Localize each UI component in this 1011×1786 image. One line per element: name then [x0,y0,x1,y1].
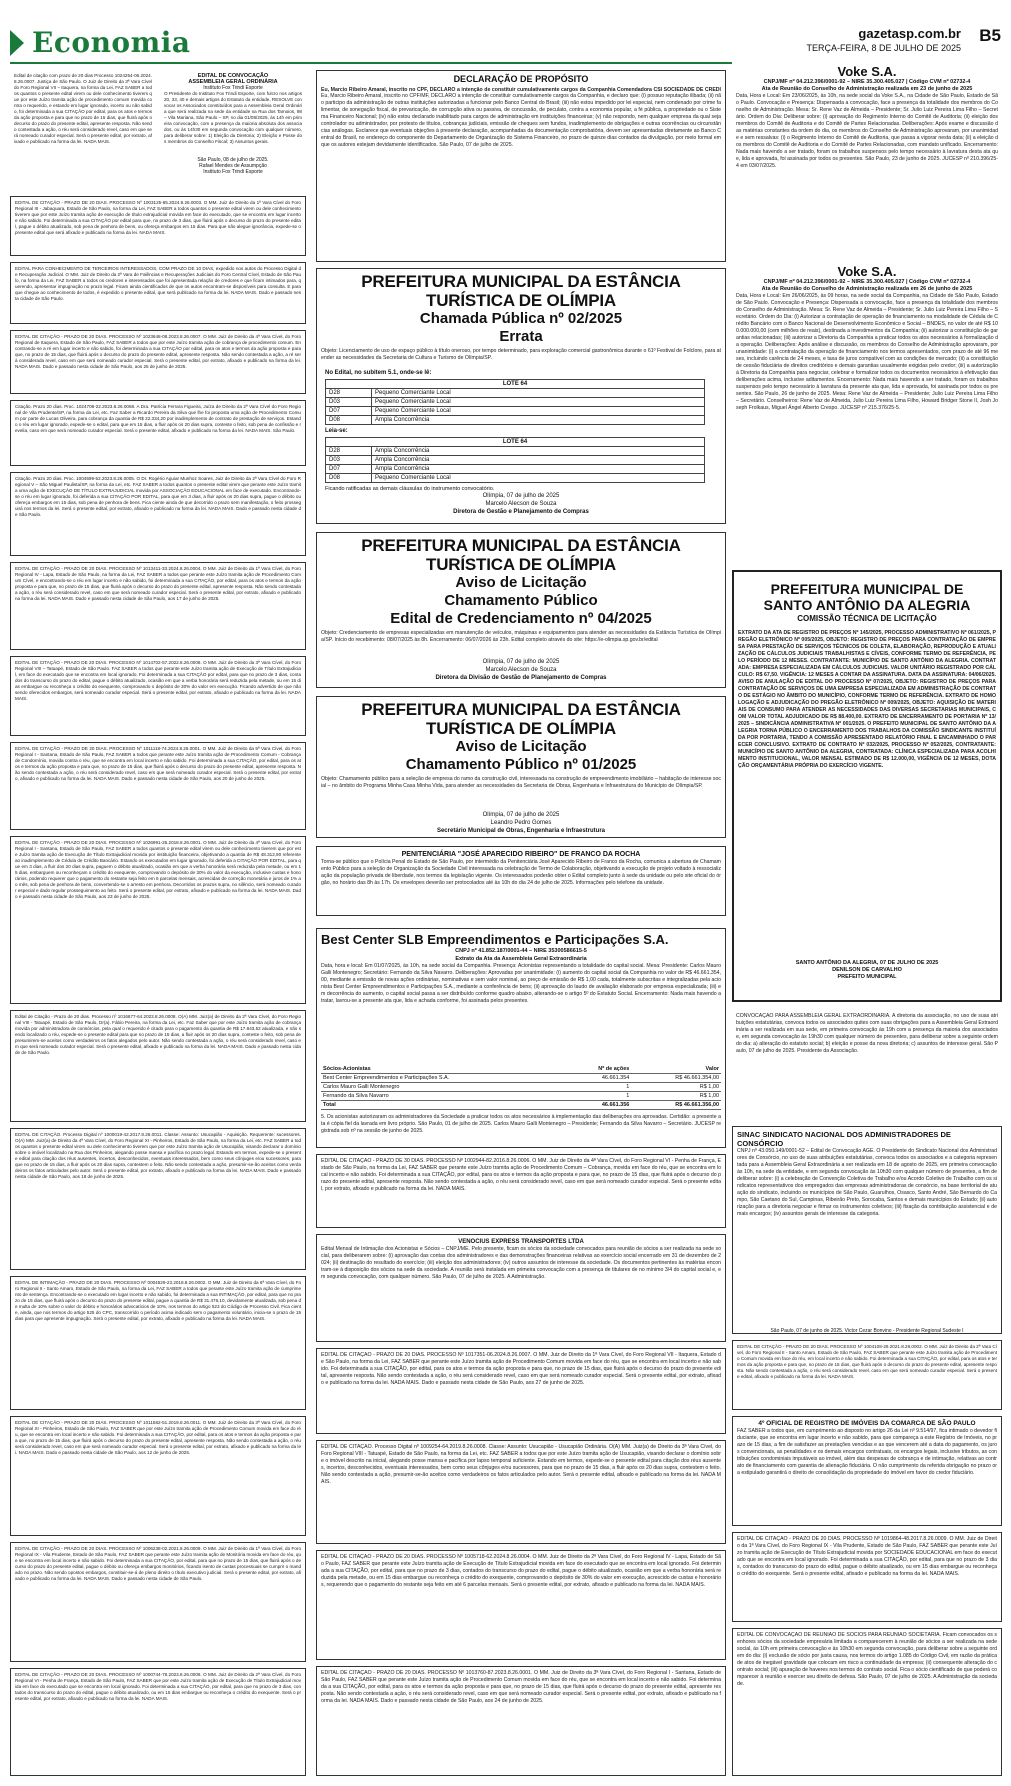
notice-top-left [10,70,156,188]
site-name[interactable]: gazetasp.com.br [858,26,961,41]
lots-table-before [325,379,705,425]
sinac-signoff: São Paulo, 07 de junho de 2025. Victor Cezar Bonvino - Presidente Regional Sudeste I [770,1328,964,1334]
olimpia-credentialing-notice [316,532,726,688]
citation-notice-14 [10,1542,306,1662]
citation-notice-12 [10,1276,306,1410]
table-header: Sócios-Acionistas Nº de ações Valor [323,1066,719,1072]
best-center-subtitle: Extrato da Ata da Assembleia Geral Extraordinária [455,956,587,962]
voke-subtitle: Ata de Reunião do Conselho de Administração realizada em 23 de junho de 2025 [761,86,973,92]
citation-notice-9 [10,836,306,1004]
best-center-body: Data, hora e local: Em 01/07/2025, às 10h, na sede social da Companhia. Presença: Acionistas representando a totalidade do capital social. Mesa: Presidente: Carlos Mauro Galli Montenegro; Secretário: Fernando da Silva Navarro. Deliberações: Aprovadas por unanimidade: (i) aumento do capital social da Companhia no valor de R$ 46.661.354,00, mediante a emissão de novas ações ordinárias, nominativas e sem valor nominal, ao preço de emissão de R$ 1,00 cada, totalmente subscritas e integralizadas pela acionista Best Center Empreendimentos e Participações S.A., mediante a conferência de bens; (ii) aprovação do laudo de avaliação elaborado por empresa especializada; (iii) em decorrência do aumento, o capital social passa a ser distribuído conforme quadro abaixo, alterando-se o artigo 5º do Estatuto Social. Encerramento: Nada mais havendo a tratar, lavrou-se a presente ata que, lida e achada conforme, foi assinada pelos presentes. [321,963,721,1004]
best-center-closing: 5. Os acionistas autorizaram os administradores da Sociedade a praticar todos os atos necessários à implementação das deliberações ora aprovadas. Certidão: a presente ata é cópia fiel da lavrada em livro próprio. São Paulo, 01 de julho de 2025. Carlos Mauro Galli Montenegro – Presidente; Fernando da Silva Navarro – Secretário. JUCESP registrada sob nº na sessão de junho de 2025. [321,1114,721,1134]
lot-header: LOTE 64 [326,438,705,447]
voke-subtitle: Ata de Reunião do Conselho de Administração realizada em 26 de junho de 2025 [761,286,973,292]
sa-title-3: COMISSÃO TÉCNICA DE LICITAÇÃO [797,614,937,623]
olimpia3-title-1: PREFEITURA MUNICIPAL DA ESTÂNCIA [361,700,681,719]
citation-notice-5 [10,472,306,556]
assembly-call-notice [732,1010,1002,1120]
penitentiary-notice [316,846,726,916]
table-row: D03 Ampla Concorrência [326,456,705,465]
sa-title-2: SANTO ANTÔNIO DA ALEGRIA [763,597,971,613]
olimpia2-signer: Marcelo Alecson de Souza [485,667,557,673]
declaration-body: Eu, Marcio Ribeiro Amaral, inscrito no CPF/MF, DECLARO a intenção de constituir cumulativamente cargos da Companhia, e declaro que: (i) possuo reputação ilibada; (ii) não participo da administração de outras instituições autorizadas a funcionar pelo Banco Central do Brasil; (iii) não estou impedido por lei especial, nem condenado por crime falimentar, de sonegação fiscal, de prevaricação, de corrupção ativa ou passiva, de concussão, de peculato, contra a economia popular, a fé pública, a propriedade ou o Sistema Financeiro Nacional; (iv) não estou declarado inabilitado para cargos de administração em instituições financeiras; (v) não respondo, nem qualquer empresa da qual seja controlador ou administrador, por protesto de títulos, cobranças judiciais, emissão de cheques sem fundos, inadimplemento de obrigações e outras ocorrências ou circunstâncias análogas. Esclarece que eventuais objeções à presente declaração, acompanhadas da documentação comprobatória, devem ser apresentadas diretamente ao Banco Central do Brasil, no endereço do componente do Departamento de Organização do Sistema Financeiro, no prazo de quinze dias contados da divulgação, por meio formal em que os autores estejam devidamente identificados. São Paulo, 07 de julho de 2025. [321,93,721,148]
sa-role: PREFEITO MUNICIPAL [837,974,897,980]
citation-notice-r2 [732,1532,1002,1622]
olimpia2-date: Olímpia, 07 de julho de 2025 [482,659,560,665]
olimpia-public-call-notice [316,696,726,838]
transport-title: VENOCIUS EXPRESS TRANSPORTES LTDA [458,1239,584,1245]
olimpia-role: Diretora de Gestão e Planejamento de Compras [453,509,589,515]
page-header [10,24,1001,64]
table-row: Fernando da Silva Navarro 1 R$ 1,00 [323,1093,719,1099]
citation-notice-r3 [732,1628,1002,1776]
olimpia-call-number: Chamada Pública nº 02/2025 [419,310,623,327]
convocation-body: O Presidente do Instituto Fox Trindi Esporte, com fulcro nos artigos 20, 33, 40 e demais artigos do Estatuto da entidade, RESOLVE convocar os Associados constituídos para a Assembleia Geral Ordinária que será realizada na sede da entidade na Rua dos Tamoios, 98 – Vila Mariana, São Paulo – SP, no dia 01/08/2025, às 14h em primeira convocação, com a presença da maioria absoluta dos associados, ou às 14h30 em segunda convocação com qualquer número, para deliberar sobre: 1) Eleição da Diretoria; 2) Eleição e Posse dos membros do Conselho Fiscal; 3) Assuntos gerais. [164,91,302,144]
penitentiary-title: PENITENCIÁRIA "JOSÉ APARECIDO RIBEIRO" DE FRANCO DA ROCHA [401,851,641,858]
olimpia2-role: Diretora da Divisão de Gestão de Planejamento de Compras [435,675,607,681]
olimpia2-notice: Aviso de Licitação [455,574,587,591]
citation-text: EDITAL DE CITAÇÃO. Processo Digital nº 1009254-64.2019.8.26.0008. Classe: Assunto: Usucapião - Usucapião Ordinária. O(A) MM. Juiz(a) de Direito da 3ª Vara Cível, do Foro Regional VIII - Tatuapé, Estado de São Paulo, na forma da Lei, etc. FAZ SABER a todos que por este Juízo tramita ação de Usucapião, visando declarar o domínio sobre o imóvel descrito na inicial, alegando posse mansa e pacífica por lapso temporal suficiente. Estando em termos, expede-se o presente edital para citação dos réus ausentes, incertos, desconhecidos, eventuais interessados, bem como seus cônjuges e/ou sucessores, para que no prazo de 15 dias, a fluir após os 20 dias supra, contestem o feito. Não sendo contestada a ação, presumir-se-ão aceitos como verdadeiros os fatos articulados pelo autor. Será o presente edital, afixado e publicado na forma da lei. NADA MAIS. [321,1444,721,1485]
citation-notice-13 [10,1416,306,1536]
citation-notice-15 [10,1668,306,1776]
olimpia3-notice: Aviso de Licitação [455,738,587,755]
voke-minutes-1 [732,62,1002,254]
sinac-notice [732,1126,1002,1334]
voke-minutes-2 [732,262,1002,562]
citation-notice-6 [10,562,306,650]
section-arrow-icon [10,30,24,56]
page-number: B5 [979,26,1001,45]
santo-antonio-notice [732,570,1002,1002]
citation-text: EDITAL DE CITAÇÃO - PRAZO DE 20 DIAS. PROCESSO Nº 1013760-87.2023.8.26.0001. O MM. Juiz de Direito da 3ª Vara Cível, do Foro Regional I - Santana, Estado de São Paulo, FAZ SABER que perante este Juízo tramita ação de Procedimento Comum movida em face do réu, que se encontra em local incerto e não sabido. Foi determinada a sua CITAÇÃO, por edital, para os atos e termos da ação proposta e para que, no prazo de 15 dias, que fluirá após o decurso do prazo do presente edital, apresente resposta. Não sendo contestada a ação, o réu será considerado revel, caso em que será nomeado curador especial. Será o presente edital, por extrato, afixado e publicado na forma da lei. NADA MAIS. Dado e passado nesta cidade de São Paulo, aos 24 de junho de 2025. [321,1670,721,1704]
lots-table-after [325,437,705,483]
citation-text: EDITAL DE CITAÇÃO - PRAZO DE 20 DIAS. PROCESSO Nº 1004108-29.2021.8.26.0002. O MM. Juiz de Direito da 2ª Vara Cível, do Foro Regional II - Santo Amaro, Estado de São Paulo, FAZ SABER que perante este Juízo tramita ação de Procedimento Comum movida em face do réu, em local incerto e não sabido. Foi determinada a sua CITAÇÃO, por edital, para os atos e termos da ação proposta e para que, no prazo de 15 dias, que fluirá após o decurso do prazo do presente edital, apresente resposta. Não sendo contestada a ação, o réu será considerado revel, caso em que será nomeado curador especial. Será o presente edital, afixado e publicado na forma da lei. NADA MAIS. [737,1344,997,1379]
table-row: D08 Ampla Concorrência [326,416,705,425]
citation-text: EDITAL DE CITAÇÃO. Processo Digital nº 1000019-42.2017.8.26.0011. Classe: Assunto: Usucapião - Aquisição. Requerente: sucessores. O(A) MM. Juiz(a) de Direito da 4ª Vara Cível, do Foro Regional XI - Pinheiros, Estado de São Paulo, na forma da Lei, etc. FAZ SABER a todos quantos o presente edital virem ou dele conhecimento tiverem que por este Juízo tramita ação de Usucapião, visando declarar o domínio sobre o imóvel localizado na Rua dos Pinheiros, alegando posse mansa e pacífica no prazo legal. Estando em termos, expede-se o presente edital para citação dos réus ausentes, incertos, desconhecidos, eventuais interessados, bem como seus cônjuges e/ou sucessores, para que no prazo de 15 dias, a fluir após os 20 dias supra, contestem o feito. Não sendo contestada a ação, presumir-se-ão aceitos como verdadeiros os fatos articulados pelo autor. Será o presente edital, por extrato, afixado e publicado na forma da lei. NADA MAIS. Dado e passado nesta cidade de São Paulo, aos 18 de junho de 2025. [15,1132,301,1179]
sinac-title: SINAC SINDICATO NACIONAL DOS ADMINISTRADORES DE CONSÓRCIO [737,1130,951,1148]
sa-body: EXTRATO DA ATA DE REGISTRO DE PREÇOS Nº 145/2025, PROCESSO ADMINISTRATIVO Nº 061/2025, PREGÃO ELETRÔNICO Nº 005/2025, OBJETO: REGISTRO DE PREÇOS PARA CONTRATAÇÃO DE EMPRESA PARA PRESTAÇÃO DE SERVIÇOS TÉCNICOS DE COLETA, ELABORAÇÃO, REPRODUÇÃO E ATUALIZAÇÃO DE CÁLCULOS JUDICIAIS TRABALHISTAS E CÍVEIS, CONFORME TERMO DE REFERÊNCIA, PELO PERÍODO DE 12 MESES. CONTRATANTE: MUNICÍPIO DE SANTO ANTÔNIO DA ALEGRIA. CONTRATADA: EMPRESA ESPECIALIZADA EM CÁLCULOS JUDICIAIS. VALOR UNITÁRIO REGISTRADO POR CÁLCULO: R$ 67,50. VIGÊNCIA: 12 MESES A CONTAR DA ASSINATURA. DATA DA ASSINATURA: 04/06/2025. AVISO DE ANULAÇÃO DE EDITAL DO PROCESSO Nº 07/2025, OBJETO: REGISTRO DE PREÇOS PARA CONTRATAÇÃO DE SERVIÇOS DE UMA EMPRESA ESPECIALIZADA EM ADMINISTRAÇÃO DE CONTRATO DE ESTÁGIO NO ÂMBITO DO MUNICÍPIO, CONFORME TERMO DE REFERÊNCIA. EXTRATO DE HOMOLOGAÇÃO E ADJUDICAÇÃO DO PREGÃO ELETRÔNICO Nº 009/2025, OBJETO: AQUISIÇÃO DE MATERIAIS DE CONSUMO PARA ATENDER AS NECESSIDADES DAS DIVERSAS SECRETARIAS MUNICIPAIS, COM VALOR TOTAL ADJUDICADO DE R$ 88.400,00. EXTRATO DE ENCERRAMENTO DE PORTARIA Nº 13/2025 – SINDICÂNCIA ADMINISTRATIVA Nº 001/2025. O PREFEITO MUNICIPAL DE SANTO ANTÔNIO DA ALEGRIA TORNA PÚBLICO O ENCERRAMENTO DOS TRABALHOS DA COMISSÃO SINDICANTE INSTITUÍDA POR PORTARIA, TENDO A COMISSÃO APRESENTADO RELATÓRIO FINAL E ENCAMINHADO O PARECER CONCLUSIVO. EXTRATO DE CONTRATO Nº 032/2025, PROCESSO Nº 052/2025, CONTRATANTE: MUNICÍPIO DE SANTO ANTÔNIO DA ALEGRIA, CONTRATADA: CLÍNICA ESPECIALIZADA PARA ACOLHIMENTO INSTITUCIONAL, VALOR MENSAL ESTIMADO DE R$ 12.000,00, VIGÊNCIA DE 12 MESES, DOTAÇÃO ORÇAMENTÁRIA PRÓPRIA DO EXERCÍCIO VIGENTE. [738,630,996,769]
olimpia3-objeto: Objeto: Chamamento público para a seleção de empresa do ramo da construção civil, interessada na construção de empreendimento imobiliário – habitação de interesse social – no âmbito do Programa Minha Casa Minha Vida, para atender as necessidades da Secretaria de Obras, Engenharia e Infraestrutura do Município de Olímpia/SP. [321,776,721,789]
table-row: D28 Pequeno Comerciante Local [326,389,705,398]
citation-text: EDITAL PARA CONHECIMENTO DE TERCEIROS INTERESSADOS, COM PRAZO DE 10 DIAS, expedido nos autos do Processo Digital de Recuperação Judicial. O MM. Juiz de Direito da 2ª Vara de Falências e Recuperações Judiciais do Foro Central Cível, Estado de São Paulo, na forma da Lei, FAZ SABER a todos os credores e interessados que foi apresentada relação de credores e que ficam intimados para, querendo, apresentar impugnação no prazo legal. Ficam ainda cientificados de que os autos encontram-se disponíveis para consulta. E para que chegue ao conhecimento de todos, é expedido o presente edital, que será publicado na forma da lei. NADA MAIS. Dado e passado nesta cidade de São Paulo. [15,266,301,301]
shareholders-table [321,1065,721,1110]
citation-text: Citação. Prazo 20 dias. Proc. 1024708-22.2023.8.26.0068. A Dra. Patrícia Ferrara Figueira, Juíza de Direito da 2ª Vara Cível do Foro Regional de Vila Prudente/SP, na forma da Lei, etc. Faz Saber a Ricardo Pereira da Silva que lhe foi proposta uma ação de Procedimento Comum por parte de Lucas Oliveira, para cobrança da quantia de R$ 22.334,20 por inadimplemento de contrato de prestação de serviços. Estando o réu em lugar ignorado, expede-se o edital, para que em 15 dias, a fluir após os 20 dias supra, conteste o feito, sob pena de confissão e revelia, caso em que será nomeado curador especial. Será o presente edital, afixado e publicado na forma da lei. NADA MAIS. São Paulo. [15,404,301,433]
convocation-notice [160,70,306,188]
voke-body: Data, Hora e Local: Em 23/06/2025, às 10h, na sede social da Voke S.A., na Cidade de São Paulo, Estado de São Paulo. Convocação e Presença: Dispensada a convocação, face a presença da totalidade dos membros do Conselho de Administração. Mesa: Sr. Rene Vaz de Almeida – Presidente; Sr. Julio Luiz Pereira Lima Filho – Secretário. Ordem do Dia: Deliberar sobre: (i) aprovação do Regimento Interno do Comitê de Auditoria; (ii) eleição dos membros do Comitê de Auditoria e do Comitê de Partes Relacionadas. Deliberações: Após exame e discussão das matérias constantes da ordem do dia, os membros do Conselho de Administração aprovaram, por unanimidade e sem ressalvas: (i) o Regimento Interno do Comitê de Auditoria, que passa a vigorar nesta data; (ii) a eleição dos membros do Comitê de Auditoria e do Comitê de Partes Relacionadas, com mandato unificado. Encerramento: Nada mais havendo a ser tratado, foram os trabalhos suspensos pelo tempo necessário à lavratura desta ata que, lida e aprovada, foi assinada por todos os presentes. São Paulo, 23 de junho de 2025. JUCESP nº 210.396/25-4 em 03/07/2025. [736,93,998,169]
edition-date: TERÇA-FEIRA, 8 DE JULHO DE 2025 [806,43,961,53]
voke-body: Data, Hora e Local: Em 26/06/2025, às 09 horas, na sede social da Companhia, na Cidade de São Paulo, Estado de São Paulo. Convocação e Presença: Dispensada a convocação, face a presença da totalidade dos membros do Conselho de Administração. Mesa: Sr. Rene Vaz de Almeida – Presidente; Sr. Julio Luiz Pereira Lima Filho – Secretário. Ordem do Dia: (i) Autorizar a contratação de operação de financiamento na modalidade de Cédula de Crédito Bancário com o Banco Nacional de Desenvolvimento Econômico e Social – BNDES, no valor de até R$ 100.000.000,00 (cem milhões de reais), destinada a investimentos da Companhia; (ii) autorizar a constituição de garantias relacionadas; (iii) autorizar a Diretoria da Companhia a praticar todos os atos necessários à formalização da operação. Deliberações: Após análise e discussão, os membros do Conselho de Administração aprovaram, por unanimidade: (i) a contratação da operação de financiamento nos termos apresentados, com prazo de até 96 meses, incluindo carência de 24 meses, e taxa de juros compatível com as condições de mercado; (ii) a constituição de cessão fiduciária de direitos creditórios e demais garantias usualmente exigidas pelo credor; (iii) a autorização à Diretoria da Companhia para negociar, celebrar e formalizar todos os documentos necessários à efetivação das deliberações acima, inclusive aditamentos. Encerramento: Nada mais havendo a ser tratado, foram os trabalhos suspensos pelo tempo necessário à lavratura da presente ata que, lida e aprovada, foi assinada por todos os presentes. São Paulo, 26 de junho de 2025. Mesa: Rene Vaz de Almeida – Presidente; Julio Luiz Pereira Lima Filho – Secretário. Conselheiros: Rene Vaz de Almeida, Julio Luiz Pereira Lima Filho, Howard Bridger Stone II, Josh Joseph Frolkaus, Miguel Ángel Alberto Crespo. JUCESP nº 215.376/25-5. [736,293,998,411]
citation-notice-m4 [316,1550,726,1660]
olimpia-title-2: TURÍSTICA DE OLÍMPIA [426,291,616,310]
citation-notice-10 [10,1010,306,1122]
convocation-signoff: São Paulo, 08 de julho de 2025. [197,157,269,163]
sinac-body: CNPJ nº 43.050.149/0001-52 – Edital de Convocação AGE. O Presidente do Sindicato Nacional dos Administradores de Consórcio, no uso de suas atribuições estatutárias, convoca todos os associados e a categoria representada para a Assembleia Geral Extraordinária a ser realizada em 18 de agosto de 2025, em primeira convocação às 10h, na sede da entidade, e em segunda convocação às 10h30 com qualquer número de presentes, a fim de deliberar sobre: (i) a celebração de Convenção Coletiva de Trabalho e/ou Acordo Coletivo de Trabalho com os sindicatos representativos dos empregados das empresas administradoras de consórcio, na base territorial de atuação do sindicato, incluindo os municípios de São Paulo, Guarulhos, Osasco, Santo André, São Bernardo do Campo, São Caetano do Sul, Campinas, Ribeirão Preto, Sorocaba, Santos e demais municípios do Estado; (ii) autorização para a diretoria negociar e firmar os instrumentos coletivos; (iii) fixação da contribuição assistencial e demais encargos; (iv) assuntos gerais de interesse da categoria. [737,1148,997,1217]
olimpia-title-1: PREFEITURA MUNICIPAL DA ESTÂNCIA [361,272,681,291]
convocation-title: EDITAL DE CONVOCAÇÃO [197,73,269,79]
assembly-call-body: CONVOCAÇÃO PARA ASSEMBLEIA GERAL EXTRAORDINÁRIA. A diretoria da associação, no uso de suas atribuições estatutárias, convoca todos os associados quites com suas obrigações para a Assembleia Geral Extraordinária a ser realizada em sua sede, em primeira convocação às 19h com a presença da maioria dos associados e, em segunda convocação às 19h30 com qualquer número de presentes, para deliberar sobre a seguinte ordem do dia: a) alteração do estatuto social; b) eleição e posse da nova diretoria; c) assuntos de interesse geral. São Paulo, 07 de julho de 2025. Presidente da Associação. [736,1013,998,1054]
voke-cnpj: CNPJ/MF nº 04.212.396/0001-92 – NIRE 35.300.405.027 | Código CVM nº 02732-4 [763,279,971,285]
citation-notice-1 [10,196,306,256]
transport-body: Edital Mensal de Intimação dos Acionistas e Sócios – CNPJ/ME. Pelo presente, ficam os sócios da sociedade convocados para reunião de sócios a ser realizada na sede social, para deliberarem sobre: (i) aprovação das contas dos administradores e das demonstrações financeiras relativas ao exercício social encerrado em 31 de dezembro de 2024; (ii) destinação do resultado do exercício; (iii) eleição dos administradores; (iv) outros assuntos de interesse da sociedade. Os documentos pertinentes às matérias encontram-se à disposição dos sócios na sede da sociedade. A reunião será instalada em primeira convocação com a presença de titulares de no mínimo 3/4 do capital social e, em segunda convocação, com qualquer número. São Paulo, 07 de julho de 2025. A Administração. [321,1246,721,1280]
citation-notice-m1 [316,1154,726,1228]
table-row: Best Center Empreendimentos e Participações S.A. 46.661.354 R$ 46.661.354,00 [323,1075,719,1081]
citation-notice-11 [10,1128,306,1270]
sa-signer: DENILSON DE CARVALHO [832,967,902,973]
olimpia-where: No Edital, no subitem 5.1, onde-se lê: [325,370,432,376]
citation-text: EDITAL DE CITAÇÃO - PRAZO DE 20 DIAS. PROCESSO Nº 1026991-26.2018.8.26.0001. O MM. Juiz de Direito da 4ª Vara Cível, do Foro Regional I - Santana, Estado de São Paulo, FAZ SABER a todos quantos o presente edital virem ou dele conhecimento tiverem que por este Juízo tramita ação de Execução de Título Extrajudicial movida por instituição financeira, objetivando a quantia de R$ 48.312,90 referente ao inadimplemento de Cédula de Crédito Bancário. Estando os executados em lugar ignorado, foi deferida a CITAÇÃO POR EDITAL, para que em 3 dias, a fluir dos 20 dias supra, paguem o débito atualizado, ocasião em que a verba honorária será reduzida pela metade, ou em 15 dias, embarguem ou reconheçam o crédito do exequente, comprovando o depósito de 30% do valor da execução, inclusive custas e honorários, podendo requerer que o pagamento do restante seja feito em 6 parcelas mensais, acrescidas de correção monetária e juros de 1% ao mês, sob pena de penhora de bens, convertendo-se o arresto em penhora. Decorridos os prazos supra, no silêncio, será nomeado curador especial e dado regular prosseguimento ao feito. Será o presente edital, por extrato, afixado e publicado na forma da lei. NADA MAIS. Dado e passado nesta cidade de São Paulo, aos 23 de junho de 2025. [15,840,301,899]
voke-cnpj: CNPJ/MF nº 04.212.396/0001-92 – NIRE 35.300.405.027 | Código CVM nº 02732-4 [763,79,971,85]
section-title: Economia [32,26,191,59]
citation-text: EDITAL DE CITAÇÃO - PRAZO DE 20 DIAS. PROCESSO Nº 1006238-02.2021.8.26.0009. O MM. Juiz de Direito da 1ª Vara Cível, do Foro Regional IX - Vila Prudente, Estado de São Paulo, FAZ SABER que perante este Juízo tramita ação de Monitória movida em face do réu, que se encontra em local incerto e não sabido. Foi determinada a sua CITAÇÃO, por edital, para que no prazo de 15 dias, que fluirá após o decurso do prazo do presente edital, pague o débito ou ofereça embargos monitórios, ficando isento de custas processuais se cumprir o mandado no prazo. Não sendo opostos embargos, constituir-se-á de pleno direito o título executivo judicial. Será o presente edital, por extrato, afixado e publicado na forma da lei. NADA MAIS. Dado e passado nesta cidade de São Paulo. [15,1546,301,1581]
olimpia-signer: Marcelo Alecson de Souza [485,501,557,507]
citation-text: EDITAL DE CITAÇÃO - PRAZO DE 20 DIAS. PROCESSO Nº 1011118-74.2024.8.26.0001. O MM. Juiz de Direito da 5ª Vara Cível, do Foro Regional I - Santana, Estado de São Paulo, FAZ SABER a todos que perante este Juízo tramita ação de Procedimento Comum - Cobrança de Condomínio, movida contra o réu, que se encontra em local incerto e não sabido. Foi determinada a sua CITAÇÃO, por edital, para os atos e termos da ação proposta e para que, no prazo de 15 dias, que fluirá após o decurso do prazo do presente edital, apresente resposta. Não sendo contestada a ação, o réu será considerado revel, caso em que será nomeado curador especial. Será o presente edital, por extrato, afixado e publicado na forma da lei. NADA MAIS. Dado e passado nesta cidade de São Paulo, aos 20 de junho de 2025. [15,746,301,781]
citation-notice-m5 [316,1666,726,1776]
transport-company-notice [316,1234,726,1342]
best-center-cnpj: CNPJ nº 41.852.187/0001-44 – NIRE 35300586615-5 [455,948,587,954]
citation-text: EDITAL DE CITAÇÃO - PRAZO DE 20 DIAS. PROCESSO Nº 1005718-62.2024.8.26.0004. O MM. Juiz de Direito da 2ª Vara Cível, do Foro Regional IV - Lapa, Estado de São Paulo, FAZ SABER que perante este Juízo tramita ação de Execução de Título Extrajudicial movida em face do executado que se encontra em local ignorado. Foi determinada a sua CITAÇÃO, por edital, para que no prazo de 3 dias, contados do transcurso do prazo do edital, pague o débito atualizado, ocasião em que a verba honorária será reduzida pela metade, ou em 15 dias embargue ou reconheça o crédito do exequente, comprovando o depósito de 30% do valor em execução, acrescido de custas e honorários, requerendo que o pagamento do restante seja feito em até 6 parcelas mensais. Será o presente edital, por extrato, afixado e publicado na forma da lei. NADA MAIS. [321,1554,721,1588]
olimpia-date: Olímpia, 07 de julho de 2025 [482,493,560,499]
citation-text: EDITAL DE CITAÇÃO - PRAZO DE 20 DIAS. PROCESSO Nº 1014702-57.2022.8.26.0008. O MM. Juiz de Direito da 3ª Vara Cível, do Foro Regional VIII – Tatuapé, Estado de São Paulo. FAZ SABER a todos que perante este Juízo tramita ação de Execução de Título Extrajudicial, em face do executado que se encontra em local ignorado. Foi determinada a sua CITAÇÃO por edital, para que no prazo de 3 dias, contados do transcurso do prazo do edital, pague o débito atualizado, ocasião em que a verba honorária será reduzida pela metade, ou em 15 dias embargue ou reconheça o crédito do exequente, comprovando o depósito de 30% do valor em execução. Ficando advertido de que não sendo oferecidos embargos, será nomeado curador especial. Será o presente edital, por extrato, afixado e publicado na forma da lei. NADA MAIS. [15,660,301,701]
convocation-signer-org: Instituto Fox Trindi Esporte [203,169,263,175]
citation-notice-m3 [316,1440,726,1544]
olimpia-errata: Errata [499,328,543,345]
declaration-lead: Eu, Marcio Ribeiro Amaral, inscrito no CPF, DECLARO a intenção de constituir cumulativamente cargos da Companhia Comendadora CSI SOCIEDADE DE CRÉDI [321,87,721,93]
declaration-title: DECLARAÇÃO DE PROPÓSITO [453,74,589,84]
table-row: D07 Ampla Concorrência [326,465,705,474]
citation-text: EDITAL DE CONVOCAÇÃO DE REUNIÃO DE SÓCIOS PARA REUNIÃO SOCIETÁRIA. Ficam convocados os senhores sócios da sociedade empresária limitada a comparecerem à reunião de sócios a ser realizada na sede social, às 10h em primeira convocação e às 10h30 em segunda convocação, para deliberar sobre a seguinte ordem do dia: (i) exclusão de sócio por justa causa, nos termos do artigo 1.085 do Código Civil, em razão da prática de atos de inegável gravidade que colocam em risco a continuidade da empresa; (ii) consequente alteração do contrato social; (iii) apuração de haveres nos termos do contrato social. Fica o sócio cientificado de que poderá comparecer à reunião e exercer seu direito de defesa. São Paulo, 07 de julho de 2025. A Administração da sociedade. [737,1632,997,1687]
table-row: D03 Pequeno Comerciante Local [326,398,705,407]
best-center-minutes [316,928,726,1148]
notice-text: Edital de citação com prazo de 20 dias Processo 1024254-06.2024.8.26.0007. Justiça de São Paulo. O Juiz de Direito da 3ª Vara Cível do Foro Regional VII – Itaquera, na forma da Lei, FAZ SABER a todos quantos o presente edital virem ou dele conhecimento tiverem que por este Juízo tramita ação de procedimento comum movida contra o requerido, e estando em lugar ignorado, incerto ou não sabido, foi determinada a sua CITAÇÃO por edital, para os atos e termos da ação proposta e para que no prazo de 15 dias, que fluirá após o decurso do prazo do presente edital, apresente resposta. Não sendo contestada a ação, o réu será considerado revel, caso em que será nomeado curador especial. Será o presente edital, por extrato, afixado e publicado na forma da lei. NADA MAIS. [14,73,152,144]
citation-notice-r1 [732,1340,1002,1410]
best-center-title: Best Center SLB Empreendimentos e Participações S.A. [321,932,669,947]
olimpia3-title-2: TURÍSTICA DE OLÍMPIA [426,719,616,738]
olimpia2-objeto: Objeto: Credenciamento de empresas especializadas em manutenção de veículos, máquinas e equipamentos para atender as necessidades da Estância Turística de Olímpia/SP. Início do recebimento: 08/07/2025 às 8h. Encerramento: 06/07/2026 às 23h. Edital completo através do site: https://e-olimpia.sp.gov.br/edital [321,630,721,643]
olimpia-objeto: Objeto: Licenciamento de uso de espaço público à título oneroso, por tempo determinado, para exploração comercial gastronômica durante o 61º Festival de Folclore, para atender as necessidades da Secretaria de Cultura e Turismo de Olímpia/SP. [321,348,721,361]
property-registry-notice [732,1416,1002,1526]
citation-text: Citação. Prazo 20 dias. Proc. 1004599-52.2023.8.26.0005. O Dr. Rogério Aguiar Munhoz Soares, Juiz de Direito da 2ª Vara Cível do Foro Regional V – São Miguel Paulista/SP, na forma da Lei, etc. FAZ SABER a todos quantos o presente edital virem que perante este Juízo tramita uma ação de EXECUÇÃO DE TÍTULO EXTRAJUDICIAL movida por ASSOCIAÇÃO EDUCACIONAL em face de executado. Encontrando-se o réu em lugar ignorado, foi deferida a sua CITAÇÃO POR EDITAL, para que em 3 dias, a fluir após os 20 dias supra, pague o débito ou ofereça embargos em 15 dias, sob pena de penhora de bens. Fica ciente ainda de que decorrido o prazo sem manifestação, o feito prosseguirá nos termos da lei. Será o presente edital, por extrato, afixado e publicado na forma da lei. NADA MAIS. Dado e passado nesta cidade de São Paulo. [15,476,301,517]
citation-text: EDITAL DE CITAÇÃO - PRAZO DE 20 DIAS. PROCESSO Nº 1013411-33.2024.8.26.0004. O MM. Juiz de Direito da 1ª Vara Cível, do Foro Regional IV - Lapa, Estado de São Paulo, na forma da Lei, FAZ SABER a todos que perante este Juízo tramita ação de Procedimento Comum Cível, e encontrando-se o réu em lugar incerto e não sabido, foi determinada a sua CITAÇÃO, por edital, para os atos e termos da ação proposta e para que, no prazo de 15 dias, que fluirá após o decurso do prazo do presente edital, apresente resposta. Não sendo contestada a ação, o réu será considerado revel, caso em que será nomeado curador especial. Será o presente edital, por extrato, afixado e publicado na forma da lei. NADA MAIS. Dado e passado nesta cidade de São Paulo, aos 17 de junho de 2025. [15,566,301,601]
citation-text: EDITAL DE CITAÇÃO - PRAZO DE 20 DIAS. PROCESSO Nº 1023648-08.2023.8.26.0007. O MM. Juiz de Direito da 4ª Vara Cível, do Foro Regional de Itaquera, Estado de São Paulo, FAZ SABER a todos que por este Juízo tramita ação de cobrança de procedimento comum. Encontrando-se a ré em lugar incerto e não sabido, foi determinada a sua CITAÇÃO por edital, para os atos e termos da ação proposta e para que, no prazo de 15 dias, que fluirá após o decurso do prazo do presente edital, apresente resposta. Não sendo contestada a ação, a ré será considerada revel, caso em que será nomeado curador especial. Será o presente edital, por extrato, afixado e publicado na forma da lei. NADA MAIS. Dado e passado nesta cidade de São Paulo, aos 25 de junho de 2025. [15,334,301,369]
table-row: Carlos Mauro Galli Montenegro 1 R$ 1,00 [323,1084,719,1090]
citation-text: EDITAL DE INTIMAÇÃO - PRAZO DE 20 DIAS. PROCESSO Nº 0004529-23.2018.8.26.0002. O MM. Juiz de Direito da 6ª Vara Cível, do Foro Regional II - Santo Amaro, Estado de São Paulo, na forma da Lei, FAZ SABER a todos que perante este Juízo tramita ação de cumprimento de sentença. Encontrando-se o executado em lugar incerto e não sabido, foi determinada a sua INTIMAÇÃO, por edital, para que no prazo de 15 dias, que fluirá após o decurso do prazo do presente edital, pague a quantia de R$ 31.476,10, devidamente atualizada, sob pena de multa de 10% sobre o valor do débito e honorários advocatícios de 10%, nos termos do artigo 523 do Código de Processo Civil. Fica ciente, ainda, que nos termos do artigo 525 do CPC, transcorrido o período acima indicado sem o pagamento voluntário, inicia-se o prazo de 15 dias para que apresente impugnação. Será o presente edital, por extrato, afixado e publicado na forma da lei. NADA MAIS. [15,1280,301,1321]
voke-name: Voke S.A. [837,64,897,79]
citation-text: EDITAL DE CITAÇÃO - PRAZO DE 30 DIAS. PROCESSO Nº 1002944-82.2016.8.26.0006. O MM. Juiz de Direito da 4ª Vara Cível, do Foro Regional VI - Penha de França, Estado de São Paulo, na forma da Lei, FAZ SABER que perante este Juízo tramita ação de Procedimento Comum – Cobrança, movida em face do réu, que se encontra em local incerto e não sabido. Foi determinada a sua CITAÇÃO, por edital, para os atos e termos da ação proposta e para que, no prazo de 15 dias, que fluirá após o decurso do prazo do presente edital, apresente resposta. Não sendo contestada a ação, o réu será considerado revel, caso em que será nomeado curador especial. Será o presente edital, por extrato, afixado e publicado na forma da lei. NADA MAIS. [321,1158,721,1192]
olimpia-public-call-errata [316,268,726,524]
purpose-declaration [316,70,726,262]
citation-notice-m2 [316,1348,726,1434]
olimpia-footnote: Ficando ratificadas as demais cláusulas do instrumento convocatório. [325,486,495,492]
citation-text: EDITAL DE CITAÇÃO - PRAZO DE 20 DIAS. PROCESSO Nº 1019864-48.2017.8.26.0009. O MM. Juiz de Direito da 1ª Vara Cível, do Foro Regional IX - Vila Prudente, Estado de São Paulo, FAZ SABER que perante este Juízo tramita ação de Execução de Título Extrajudicial movida por SOCIEDADE EDUCACIONAL em face do executado que se encontra em local ignorado. Foi determinada a sua CITAÇÃO, por edital, para que no prazo de 3 dias, contados do transcurso do prazo do edital, pague o débito atualizado, ou em 15 dias embargue ou reconheça o crédito do exequente. Será o presente edital, afixado e publicado na forma da lei. NADA MAIS. [737,1536,997,1577]
lot-header: LOTE 64 [326,380,705,389]
sa-title-1: PREFEITURA MUNICIPAL DE [770,581,964,597]
citation-text: EDITAL DE CITAÇÃO - PRAZO DE 20 DIAS. PROCESSO Nº 1011582-51.2019.8.26.0011. O MM. Juiz de Direito da 3ª Vara Cível, do Foro Regional XI - Pinheiros, Estado de São Paulo, FAZ SABER que por este Juízo tramita ação de Procedimento Comum movida em face do réu, que se encontra em local incerto e não sabido. Foi determinada a sua CITAÇÃO, por edital, para os atos e termos da ação proposta e para que, no prazo de 15 dias, que fluirá após o decurso do prazo do presente edital, apresente resposta. Não sendo contestada a ação, o réu será considerado revel, caso em que será nomeado curador especial. Será o presente edital, por extrato, afixado e publicado na forma da lei. NADA MAIS. Dado e passado nesta cidade de São Paulo, aos 12 de junho de 2025. [15,1420,301,1455]
table-row: D28 Ampla Concorrência [326,447,705,456]
olimpia3-signer: Leandro Pedro Gomes [490,820,552,826]
sa-date: SANTO ANTÔNIO DA ALEGRIA, 07 DE JULHO DE 2025 [795,960,939,966]
citation-text: EDITAL DE CITAÇÃO - PRAZO DE 20 DIAS. PROCESSO Nº 1000744-78.2023.8.26.0006. O MM. Juiz de Direito da 2ª Vara Cível, do Foro Regional VI - Penha de França, Estado de São Paulo, FAZ SABER que por este Juízo tramita ação de Execução de Título Extrajudicial movida em face do executado que se encontra em local ignorado. Foi determinada a sua CITAÇÃO, por edital, para que no prazo de 3 dias, contados do transcurso do prazo do edital, pague o débito atualizado, ou em 15 dias embargue ou reconheça o crédito do exequente. Será o presente edital, por extrato, afixado e publicado na forma da lei. NADA MAIS. [15,1672,301,1701]
voke-name: Voke S.A. [837,264,897,279]
citation-notice-3 [10,330,306,394]
olimpia-read-label: Leia-se: [325,428,348,434]
table-row: D08 Pequeno Comerciante Local [326,474,705,483]
convocation-subtitle: ASSEMBLEIA GERAL ORDINÁRIA [188,79,278,85]
olimpia3-date: Olímpia, 07 de julho de 2025 [482,812,560,818]
citation-notice-7 [10,656,306,736]
registry-body: FAZ SABER a todos que, em cumprimento ao disposto no artigo 26 da Lei nº 9.514/97, fica intimado o devedor fiduciante, que se encontra em lugar incerto e não sabido, para que compareça a este Registro de Imóveis, no prazo de 15 dias, a fim de satisfazer as prestações vencidas e as que vencerem até a data do pagamento, os juros convencionais, as penalidades e os demais encargos contratuais, os encargos legais, inclusive tributos, as contribuições condominiais imputáveis ao imóvel, além das despesas de cobrança e de intimação, relativas ao contrato de financiamento com garantia de alienação fiduciária. O não cumprimento da referida obrigação no prazo ora estipulado garantirá o direito de consolidação da propriedade do imóvel em favor do credor fiduciário. [737,1428,997,1476]
olimpia3-role: Secretário Municipal de Obras, Engenharia e Infraestrutura [436,828,606,834]
convocation-org: Instituto Fox Trindi Esporte [203,85,263,91]
registry-title: 4º OFICIAL DE REGISTRO DE IMÓVEIS DA COMARCA DE SÃO PAULO [758,1420,976,1427]
olimpia2-call: Chamamento Público [444,592,598,609]
citation-notice-4 [10,400,306,466]
table-row: D07 Pequeno Comerciante Local [326,407,705,416]
olimpia3-call: Chamamento Público nº 01/2025 [405,756,637,773]
citation-notice-8 [10,742,306,830]
citation-text: Edital de Citação - Prazo de 20 dias. Processo nº 1016677-64.2023.8.26.0008. O(A) MM. Juiz(a) de Direito da 2ª Vara Cível, do Foro Regional VIII - Tatuapé, Estado de São Paulo, Dr(a). Fábio Pereira, na forma da Lei, etc. Faz Saber que por este Juízo tramita ação de cobrança movida por administradora de consórcios, pela qual o requerido é citado para o pagamento da quantia de R$ 17.843,52 atualizada, e não sendo localizado o réu, expede-se o presente edital para que no prazo de 15 dias, a fluir após os 20 dias supra, conteste o feito, sob pena de presumirem-se aceitos como verdadeiros os fatos alegados pelo autor. Não sendo contestada a ação, o réu será considerado revel, caso em que será nomeado curador especial. Será o presente edital, afixado e publicado na forma da lei. NADA MAIS. Dado e passado nesta cidade de São Paulo. [15,1014,301,1055]
penitentiary-body: Torna-se público que o Polícia Penal do Estado de São Paulo, por intermédio da Penitenciária José Aparecido Ribeiro de Franco da Rocha, comunica a abertura de Chamamento Público para a seleção de Organização da Sociedade Civil interessada na celebração de Termo de Colaboração, objetivando a execução de projeto voltado à ressocialização da população privada de liberdade, nos termos da legislação vigente. Os interessados poderão obter o Edital completo junto à sede da unidade ou pelo site oficial do órgão, no horário das 8h às 17h. Os envelopes deverão ser protocolados até às 10h do dia 24 de julho de 2025. Informações pelo telefone da unidade. [321,859,721,886]
citation-text: EDITAL DE CITAÇÃO - PRAZO DE 20 DIAS. PROCESSO Nº 1003125-65.2024.8.26.0003. O MM. Juiz de Direito da 1ª Vara Cível do Foro Regional III - Jabaquara, Estado de São Paulo, na forma da Lei, FAZ SABER a todos quantos o presente edital virem ou dele conhecimento tiverem que por este Juízo tramita ação de execução de título extrajudicial movida em face do executado, que se encontra em lugar incerto e não sabido. Foi determinada a sua CITAÇÃO por edital para que, no prazo de 3 dias, que fluirá após o decurso do prazo do presente edital, pague o débito atualizado, sob pena de penhora de bens, ou ofereça embargos em 15 dias. Para que não alegue ignorância, expede-se o presente edital que será afixado e publicado na forma da lei. NADA MAIS. [15,200,301,235]
olimpia2-title-2: TURÍSTICA DE OLÍMPIA [426,555,616,574]
table-row: Total 46.661.356 R$ 46.661.356,00 [323,1102,719,1108]
citation-text: EDITAL DE CITAÇÃO - PRAZO DE 20 DIAS. PROCESSO Nº 1017351-06.2024.8.26.0007. O MM. Juiz de Direito da 1ª Vara Cível, do Foro Regional VII - Itaquera, Estado de São Paulo, na forma da Lei, FAZ SABER que perante este Juízo tramita ação de Procedimento Comum movida em face do réu, que se encontra em local incerto e não sabido. Foi determinada a sua CITAÇÃO, por edital, para os atos e termos da ação proposta e para que, no prazo de 15 dias, que fluirá após o decurso do prazo do presente edital, apresente resposta. Não sendo contestada a ação, o réu será considerado revel, caso em que será nomeado curador especial. Será o presente edital, por extrato, afixado e publicado na forma da lei. NADA MAIS. Dado e passado nesta cidade de São Paulo, aos 27 de junho de 2025. [321,1352,721,1386]
olimpia2-edict: Edital de Credenciamento nº 04/2025 [390,610,652,627]
citation-notice-2 [10,262,306,324]
olimpia2-title-1: PREFEITURA MUNICIPAL DA ESTÂNCIA [361,536,681,555]
convocation-signer: Rafael Mendes de Assumpção [199,163,267,169]
